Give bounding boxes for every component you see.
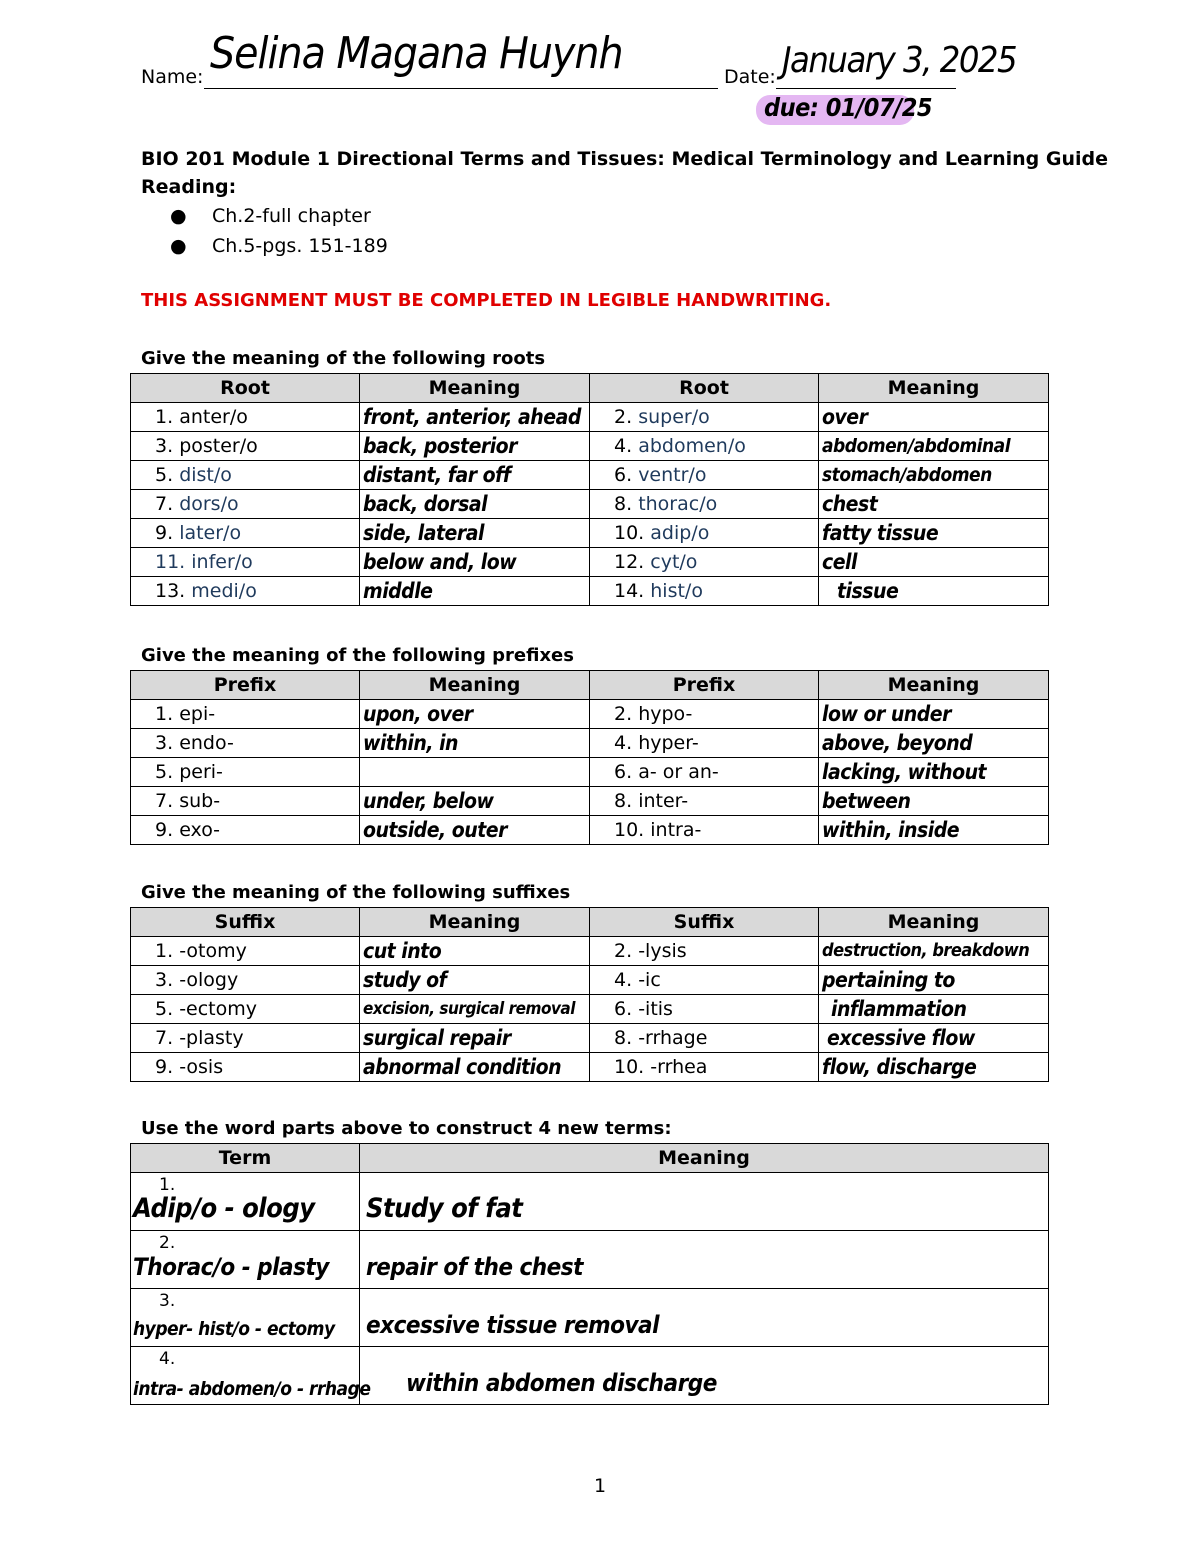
term-cell: 3. -ology (131, 966, 360, 995)
col-header: Meaning (360, 908, 590, 937)
answer-cell[interactable]: abnormal condition (360, 1053, 590, 1082)
answer-cell[interactable]: Study of fat (360, 1173, 1049, 1231)
terms-table (130, 1143, 1049, 1405)
term-cell: 5. -ectomy (131, 995, 360, 1024)
term-cell: 5. dist/o (131, 461, 360, 490)
term-cell[interactable]: 3. hyper- hist/o - ectomy (131, 1289, 360, 1347)
term-cell: 10. adip/o (590, 519, 819, 548)
term-cell: 2. -lysis (590, 937, 819, 966)
answer-cell[interactable]: pertaining to (819, 966, 1049, 995)
term-cell[interactable]: 1. Adip/o - ology (131, 1173, 360, 1231)
title-line: BIO 201 Module 1 Directional Terms and Tissues: Medical Terminology and Learning Guide (141, 148, 1108, 170)
table-row (131, 816, 1049, 845)
table-row (131, 995, 1049, 1024)
table-row (131, 461, 1049, 490)
answer-cell[interactable]: cut into (360, 937, 590, 966)
answer-cell[interactable]: low or under (819, 700, 1049, 729)
answer-cell[interactable]: distant, far off (360, 461, 590, 490)
answer-cell[interactable]: lacking, without (819, 758, 1049, 787)
table-row (131, 403, 1049, 432)
term-cell: 5. peri- (131, 758, 360, 787)
answer-cell[interactable]: excision, surgical removal (360, 995, 590, 1024)
reading-list (170, 201, 388, 261)
col-header: Root (590, 374, 819, 403)
term-cell: 7. sub- (131, 787, 360, 816)
answer-cell[interactable]: repair of the chest (360, 1231, 1049, 1289)
answer-cell[interactable]: within, inside (819, 816, 1049, 845)
term-cell: 4. hyper- (590, 729, 819, 758)
bullet-icon: ● (170, 235, 187, 257)
term-cell: 4. -ic (590, 966, 819, 995)
answer-cell[interactable]: excessive flow (819, 1024, 1049, 1053)
answer-cell[interactable]: within abdomen discharge (360, 1347, 1049, 1405)
term-cell[interactable]: 4. intra- abdomen/o - rrhage (131, 1347, 360, 1405)
col-header: Meaning (360, 1144, 1049, 1173)
answer-cell[interactable]: surgical repair (360, 1024, 590, 1053)
col-header: Suffix (590, 908, 819, 937)
col-header: Term (131, 1144, 360, 1173)
col-header: Meaning (360, 671, 590, 700)
term-cell: 9. later/o (131, 519, 360, 548)
term-cell: 1. epi- (131, 700, 360, 729)
reading-label: Reading: (141, 176, 237, 198)
term-cell: 8. -rrhage (590, 1024, 819, 1053)
name-value[interactable]: Selina Magana Huynh (210, 28, 623, 79)
terms-heading: Use the word parts above to construct 4 new terms: (141, 1118, 672, 1139)
table-row (131, 1173, 1049, 1231)
col-header: Meaning (819, 671, 1049, 700)
term-cell: 3. poster/o (131, 432, 360, 461)
answer-cell[interactable]: front, anterior, ahead (360, 403, 590, 432)
term-cell: 10. -rrhea (590, 1053, 819, 1082)
roots-heading: Give the meaning of the following roots (141, 348, 546, 369)
table-header-row (131, 908, 1049, 937)
answer-cell[interactable]: tissue (819, 577, 1049, 606)
due-note: due: 01/07/25 (764, 93, 933, 122)
term-cell: 7. -plasty (131, 1024, 360, 1053)
bullet-icon: ● (170, 205, 187, 227)
handwriting-notice: THIS ASSIGNMENT MUST BE COMPLETED IN LEGIBLE HANDWRITING. (141, 290, 832, 311)
term-cell: 13. medi/o (131, 577, 360, 606)
table-row (131, 758, 1049, 787)
table-header-row (131, 671, 1049, 700)
table-row (131, 519, 1049, 548)
table-row (131, 1231, 1049, 1289)
term-cell: 1. anter/o (131, 403, 360, 432)
answer-cell[interactable]: back, posterior (360, 432, 590, 461)
table-row (131, 577, 1049, 606)
col-header: Meaning (819, 908, 1049, 937)
name-underline (204, 88, 718, 89)
table-header-row (131, 374, 1049, 403)
term-cell: 9. exo- (131, 816, 360, 845)
term-cell: 7. dors/o (131, 490, 360, 519)
term-cell: 6. ventr/o (590, 461, 819, 490)
answer-cell[interactable]: fatty tissue (819, 519, 1049, 548)
answer-cell[interactable]: outside, outer (360, 816, 590, 845)
answer-cell[interactable] (360, 758, 590, 787)
suffixes-heading: Give the meaning of the following suffixes (141, 882, 571, 903)
table-row (131, 432, 1049, 461)
page-number: 1 (594, 1475, 607, 1497)
answer-cell[interactable]: abdomen/abdominal (819, 432, 1049, 461)
table-row (131, 966, 1049, 995)
col-header: Prefix (590, 671, 819, 700)
answer-cell[interactable]: destruction, breakdown (819, 937, 1049, 966)
table-row (131, 787, 1049, 816)
assignment-title (141, 145, 1141, 201)
term-cell[interactable]: 2. Thorac/o - plasty (131, 1231, 360, 1289)
table-row (131, 548, 1049, 577)
answer-cell[interactable]: back, dorsal (360, 490, 590, 519)
term-cell: 8. thorac/o (590, 490, 819, 519)
reading-item: ● Ch.2-full chapter (170, 201, 388, 231)
col-header: Prefix (131, 671, 360, 700)
prefixes-heading: Give the meaning of the following prefixes (141, 645, 574, 666)
answer-cell[interactable]: stomach/abdomen (819, 461, 1049, 490)
prefixes-table (130, 670, 1049, 845)
answer-cell[interactable]: excessive tissue removal (360, 1289, 1049, 1347)
answer-cell[interactable]: flow, discharge (819, 1053, 1049, 1082)
col-header: Root (131, 374, 360, 403)
table-row (131, 700, 1049, 729)
answer-cell[interactable]: inflammation (819, 995, 1049, 1024)
date-value[interactable]: January 3, 2025 (782, 40, 1017, 81)
date-underline (776, 88, 956, 89)
name-label: Name: (141, 66, 204, 88)
roots-table (130, 373, 1049, 606)
term-cell: 1. -otomy (131, 937, 360, 966)
term-cell: 6. -itis (590, 995, 819, 1024)
table-row (131, 1053, 1049, 1082)
answer-cell[interactable]: cell (819, 548, 1049, 577)
answer-cell[interactable]: study of (360, 966, 590, 995)
col-header: Meaning (360, 374, 590, 403)
term-cell: 4. abdomen/o (590, 432, 819, 461)
answer-cell[interactable]: over (819, 403, 1049, 432)
term-cell: 3. endo- (131, 729, 360, 758)
term-cell: 9. -osis (131, 1053, 360, 1082)
answer-cell[interactable]: upon, over (360, 700, 590, 729)
col-header: Suffix (131, 908, 360, 937)
answer-cell[interactable]: side, lateral (360, 519, 590, 548)
answer-cell[interactable]: chest (819, 490, 1049, 519)
table-row (131, 729, 1049, 758)
col-header: Meaning (819, 374, 1049, 403)
term-cell: 6. a- or an- (590, 758, 819, 787)
term-cell: 2. super/o (590, 403, 819, 432)
suffixes-table (130, 907, 1049, 1082)
reading-item: ● Ch.5-pgs. 151-189 (170, 231, 388, 261)
term-cell: 14. hist/o (590, 577, 819, 606)
term-cell: 8. inter- (590, 787, 819, 816)
answer-cell[interactable]: below and, low (360, 548, 590, 577)
answer-cell[interactable]: within, in (360, 729, 590, 758)
table-row (131, 490, 1049, 519)
table-row (131, 937, 1049, 966)
table-row (131, 1024, 1049, 1053)
term-cell: 10. intra- (590, 816, 819, 845)
answer-cell[interactable]: middle (360, 577, 590, 606)
term-cell: 2. hypo- (590, 700, 819, 729)
answer-cell[interactable]: under, below (360, 787, 590, 816)
term-cell: 11. infer/o (131, 548, 360, 577)
answer-cell[interactable]: between (819, 787, 1049, 816)
date-label: Date: (724, 66, 776, 88)
table-header-row (131, 1144, 1049, 1173)
table-row (131, 1347, 1049, 1405)
answer-cell[interactable]: above, beyond (819, 729, 1049, 758)
term-cell: 12. cyt/o (590, 548, 819, 577)
table-row (131, 1289, 1049, 1347)
